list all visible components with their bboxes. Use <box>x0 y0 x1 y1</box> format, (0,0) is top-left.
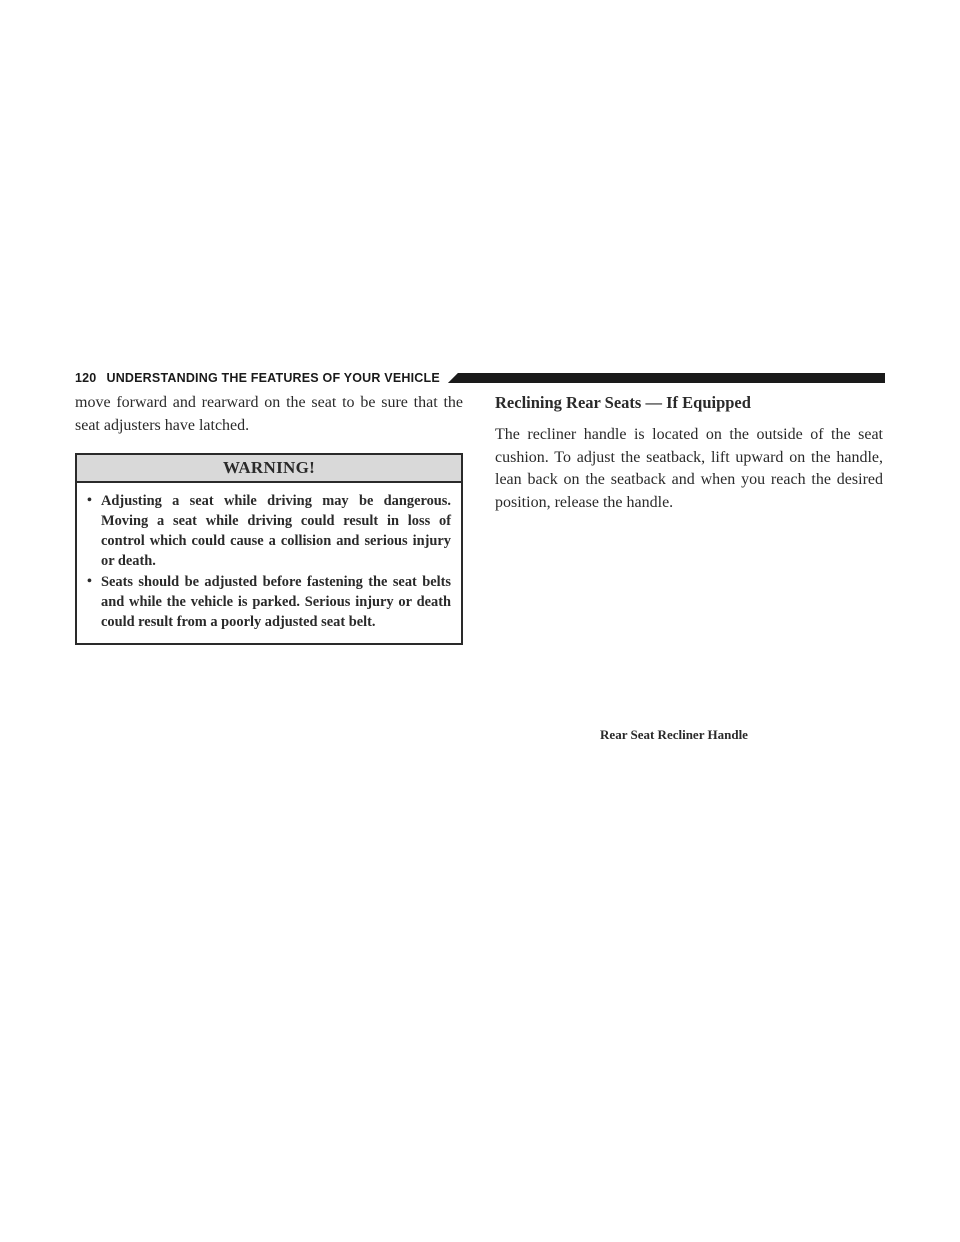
page-number: 120 <box>75 371 97 385</box>
section-paragraph: The recliner handle is located on the outside of the seat cushion. To adjust the seatback, lift upward on the handle, lean back on the seatback and when you reach the desired position, release the handle. <box>495 426 883 511</box>
warning-item <box>87 572 451 632</box>
warning-item <box>87 491 451 571</box>
left-column <box>75 392 463 645</box>
bullet-icon: • <box>87 493 92 508</box>
page-header <box>75 368 885 388</box>
warning-item-text: Adjusting a seat while driving may be dangerous. Moving a seat while driving could result in loss of control which could cause a collision and serious injury or death. <box>101 493 451 569</box>
header-rule <box>448 373 885 383</box>
bullet-icon: • <box>87 574 92 589</box>
warning-body <box>77 483 461 643</box>
figure-caption: Rear Seat Recliner Handle <box>600 727 748 742</box>
continued-paragraph: move forward and rearward on the seat to be sure that the seat adjusters have latched. <box>75 394 463 434</box>
chapter-title: UNDERSTANDING THE FEATURES OF YOUR VEHICLE <box>106 371 440 385</box>
warning-item-text: Seats should be adjusted before fastening the seat belts and while the vehicle is parked. Serious injury or death could result from a poorly adjusted seat belt. <box>101 574 451 630</box>
right-column <box>495 392 883 514</box>
warning-title: WARNING! <box>77 455 461 483</box>
warning-box <box>75 453 463 645</box>
section-title: Reclining Rear Seats — If Equipped <box>495 393 751 412</box>
